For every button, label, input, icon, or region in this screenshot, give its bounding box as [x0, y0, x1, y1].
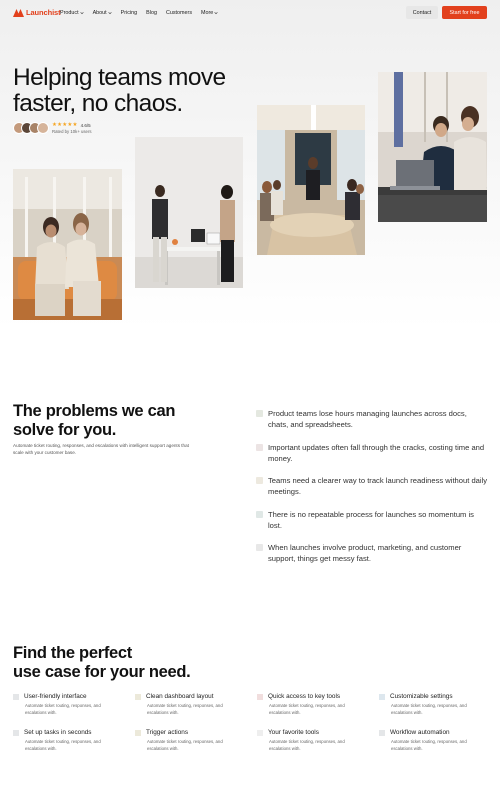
problem-text: Important updates often fall through the cracks, costing time and money. — [268, 443, 485, 463]
hero-title-line2: faster, no chaos. — [13, 90, 183, 117]
problem-bullet-icon — [256, 410, 263, 417]
usecase-card[interactable] — [135, 729, 245, 753]
usecase-icon — [257, 694, 263, 700]
usecases-title-line1: Find the perfect — [13, 644, 132, 662]
usecase-title: Your favorite tools — [268, 729, 319, 736]
usecase-title: User-friendly interface — [24, 693, 87, 700]
nav-link-label: About — [92, 10, 107, 16]
usecase-icon — [257, 730, 263, 736]
problem-text: When launches involve product, marketing, and customer support, things get messy fast. — [268, 543, 462, 563]
hero-photo-sofa — [13, 169, 122, 320]
problem-text: Teams need a clearer way to track launch readiness without daily meetings. — [268, 476, 488, 496]
chevron-down-icon — [214, 11, 218, 15]
usecase-title: Trigger actions — [146, 729, 189, 736]
top-nav — [0, 0, 500, 26]
problem-bullet-icon — [256, 477, 263, 484]
usecase-card[interactable] — [135, 693, 245, 717]
nav-link-label: Pricing — [120, 10, 138, 16]
problem-item — [256, 442, 488, 464]
usecase-icon — [379, 730, 385, 736]
usecase-title: Quick access to key tools — [268, 693, 341, 700]
nav-link-label: Product — [60, 10, 79, 16]
nav-links — [60, 10, 218, 16]
usecase-card-header — [135, 693, 245, 700]
problem-item — [256, 408, 488, 430]
usecase-desc: Automate ticket routing, responses, and escalations with. — [391, 703, 467, 715]
avatar — [37, 122, 49, 134]
usecase-desc: Automate ticket routing, responses, and escalations with. — [25, 703, 101, 715]
usecase-card[interactable] — [379, 693, 489, 717]
usecase-title: Customizable settings — [390, 693, 453, 700]
logo-mark-icon — [13, 9, 24, 17]
problem-bullet-icon — [256, 444, 263, 451]
usecase-desc: Automate ticket routing, responses, and escalations with. — [391, 739, 467, 751]
nav-link-label: Customers — [165, 10, 193, 16]
usecase-desc: Automate ticket routing, responses, and escalations with. — [147, 703, 223, 715]
usecase-icon — [13, 730, 19, 736]
usecase-icon — [135, 730, 141, 736]
problem-item — [256, 509, 488, 531]
usecase-card-header — [379, 729, 489, 736]
usecase-icon — [135, 694, 141, 700]
usecase-title: Clean dashboard layout — [146, 693, 214, 700]
usecase-card[interactable] — [257, 729, 367, 753]
usecase-card[interactable] — [13, 729, 123, 753]
nav-link-customers[interactable] — [166, 10, 192, 16]
start-for-free-button[interactable]: Start for free — [442, 6, 487, 19]
logo[interactable] — [13, 8, 61, 17]
usecase-card[interactable] — [257, 693, 367, 717]
problem-text: Product teams lose hours managing launches across docs, chats, and spreadsheets. — [268, 409, 467, 429]
stars-row — [52, 122, 92, 128]
chevron-down-icon — [108, 11, 112, 15]
hero-photo-meeting — [257, 105, 365, 255]
usecase-card-header — [379, 693, 489, 700]
problems-title — [13, 402, 233, 440]
problem-bullet-icon — [256, 511, 263, 518]
chevron-down-icon — [80, 11, 84, 15]
nav-link-more[interactable] — [201, 10, 218, 16]
rating-block — [13, 122, 92, 134]
usecase-desc: Automate ticket routing, responses, and escalations with. — [147, 739, 223, 751]
problem-item — [256, 475, 488, 497]
star-icon: ★★★★★ — [52, 122, 78, 128]
rating-info — [52, 122, 92, 134]
usecase-title: Set up tasks in seconds — [24, 729, 92, 736]
usecase-card-header — [13, 729, 123, 736]
problems-subtitle: Automate ticket routing, responses, and escalations with intelligent support agents that scale with your customer base. — [13, 443, 189, 455]
usecase-desc: Automate ticket routing, responses, and escalations with. — [269, 703, 345, 715]
contact-button[interactable]: Contact — [406, 6, 438, 19]
hero-photo-laptop — [378, 72, 487, 222]
avatar-group — [13, 122, 49, 134]
usecase-desc: Automate ticket routing, responses, and escalations with. — [25, 739, 101, 751]
nav-link-label: Blog — [146, 10, 157, 16]
nav-link-about[interactable] — [93, 10, 112, 16]
usecase-card-header — [257, 693, 367, 700]
hero-title-line1: Helping teams move — [13, 64, 226, 91]
usecase-card-header — [135, 729, 245, 736]
usecase-card[interactable] — [13, 693, 123, 717]
nav-link-blog[interactable] — [146, 10, 157, 16]
hero-title — [13, 65, 263, 117]
usecase-desc: Automate ticket routing, responses, and escalations with. — [269, 739, 345, 751]
usecase-card-header — [13, 693, 123, 700]
rating-caption: Rated by 10k+ users — [52, 129, 92, 134]
usecases-title — [13, 644, 233, 682]
logo-text: Launchist — [26, 8, 61, 17]
usecases-title-line2: use case for your need. — [13, 663, 191, 681]
usecase-title: Workflow automation — [390, 729, 450, 736]
problem-bullet-icon — [256, 544, 263, 551]
problem-item — [256, 542, 488, 564]
rating-score: 4.6/5 — [80, 122, 91, 128]
usecase-icon — [379, 694, 385, 700]
problems-title-line1: The problems we can — [13, 402, 176, 420]
nav-link-pricing[interactable] — [121, 10, 137, 16]
nav-link-product[interactable] — [60, 10, 84, 16]
usecase-card[interactable] — [379, 729, 489, 753]
hero-photo-desk — [135, 137, 243, 288]
nav-link-label: More — [201, 10, 214, 16]
problems-title-line2: solve for you. — [13, 421, 117, 439]
usecase-icon — [13, 694, 19, 700]
problem-text: There is no repeatable process for launches so momentum is lost. — [268, 510, 474, 530]
usecase-card-header — [257, 729, 367, 736]
